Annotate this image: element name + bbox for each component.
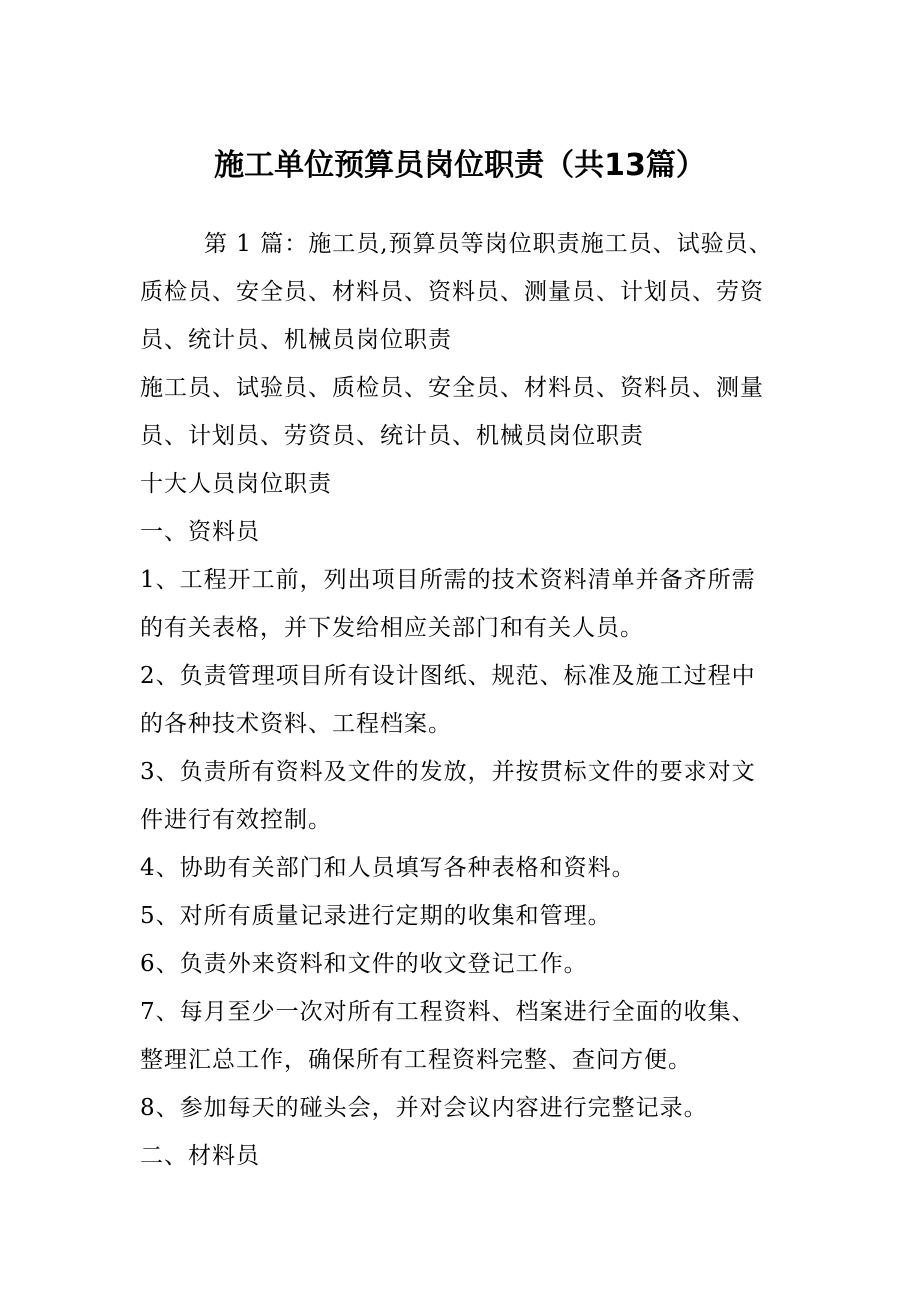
paragraph-line: 施工员、试验员、质检员、安全员、材料员、资料员、测量 <box>140 375 764 401</box>
section-heading: 十大人员岗位职责 <box>140 471 332 497</box>
list-item-continuation: 整理汇总工作，确保所有工程资料完整、查问方便。 <box>140 1047 692 1073</box>
paragraph-line: 员、统计员、机械员岗位职责 <box>140 327 452 353</box>
list-item: 2、负责管理项目所有设计图纸、规范、标准及施工过程中 <box>140 663 756 689</box>
section-heading: 二、材料员 <box>140 1143 260 1169</box>
list-item: 8、参加每天的碰头会，并对会议内容进行完整记录。 <box>140 1095 708 1121</box>
list-item: 7、每月至少一次对所有工程资料、档案进行全面的收集、 <box>140 999 756 1025</box>
list-item: 4、协助有关部门和人员填写各种表格和资料。 <box>140 855 636 881</box>
list-item: 5、对所有质量记录进行定期的收集和管理。 <box>140 903 612 929</box>
list-item: 3、负责所有资料及文件的发放，并按贯标文件的要求对文 <box>140 759 756 785</box>
document-body <box>140 220 800 1180</box>
document-title: 施工单位预算员岗位职责（共13篇） <box>214 148 706 183</box>
list-item: 6、负责外来资料和文件的收文登记工作。 <box>140 951 588 977</box>
list-item-continuation: 的有关表格，并下发给相应关部门和有关人员。 <box>140 615 644 641</box>
list-item: 1、工程开工前，列出项目所需的技术资料清单并备齐所需 <box>140 567 756 593</box>
paragraph-line: 员、计划员、劳资员、统计员、机械员岗位职责 <box>140 423 644 449</box>
paragraph-line: 质检员、安全员、材料员、资料员、测量员、计划员、劳资 <box>140 279 764 305</box>
paragraph-line: 第 1 篇：施工员,预算员等岗位职责施工员、试验员、 <box>204 231 773 257</box>
section-heading: 一、资料员 <box>140 519 260 545</box>
list-item-continuation: 的各种技术资料、工程档案。 <box>140 711 452 737</box>
list-item-continuation: 件进行有效控制。 <box>140 807 332 833</box>
